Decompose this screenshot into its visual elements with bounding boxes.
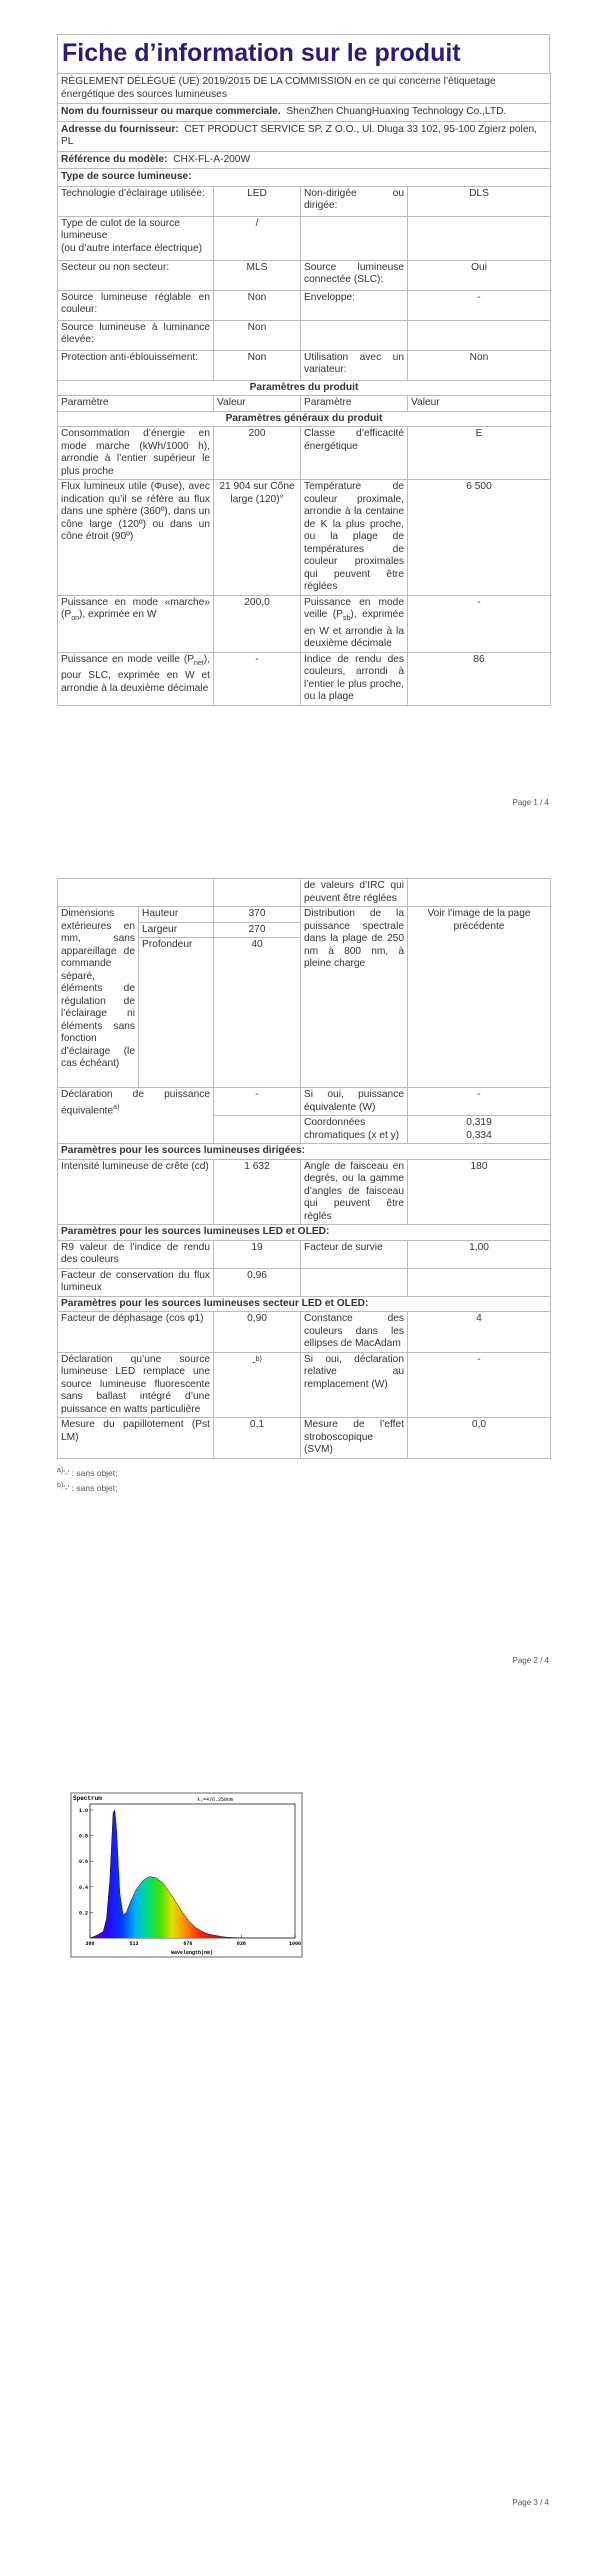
y-tick-label: 0.2 <box>78 1910 88 1917</box>
directed-heading: Paramètres pour les sources lumineuses dirigées: <box>58 1144 551 1160</box>
macadam-label: Constance des couleurs dans les ellipses de MacAdam <box>301 1312 408 1353</box>
param-value: 21 904 sur Cône large (120)° <box>214 480 301 596</box>
x-tick-label: 380 <box>85 1941 95 1947</box>
product-information-sheet-continued <box>57 878 550 1495</box>
supplier-value: ShenZhen ChuangHuaxing Technology Co.,LTD. <box>286 106 507 117</box>
cap-type-line-2: (ou d’autre interface électrique) <box>61 242 203 254</box>
type-label: Secteur ou non secteur: <box>58 260 214 290</box>
col-header-value: Valeur <box>408 396 551 412</box>
param-value: 200 <box>214 427 301 480</box>
param-value: 200,0 <box>214 595 301 652</box>
dim-name: Profondeur <box>139 938 214 1088</box>
type-value: Non <box>214 320 301 350</box>
beam-label: Angle de faisceau en degrés, ou la gamme d’angles de faisceau qui peuvent être réglés <box>301 1159 408 1225</box>
page-footer: Page 3 / 4 <box>512 2498 549 2507</box>
flicker-label: Mesure du papillotement (Pst LM) <box>58 1418 214 1459</box>
type-value: Non <box>214 350 301 380</box>
y-tick-label: 0.8 <box>78 1833 88 1840</box>
x-axis-label: Wavelength(nm) <box>170 1950 214 1956</box>
x-tick-label: 1000 <box>288 1941 302 1947</box>
spectral-value: Voir l’image de la page précédente <box>408 907 551 1088</box>
model-label: Référence du modèle: <box>61 153 168 165</box>
chroma-value: 0,319 0,334 <box>408 1116 551 1144</box>
footnotes <box>57 1464 550 1496</box>
param-label: Indice de rendu des couleurs, arrondi à l’entier le plus proche, ou la plage <box>301 652 408 705</box>
col-header-value: Valeur <box>214 396 301 412</box>
type-label: Non-dirigée ou dirigée: <box>301 186 408 216</box>
dim-name: Hauteur <box>139 907 214 923</box>
x-tick-label: 838 <box>236 1941 246 1947</box>
type-value: / <box>214 216 301 260</box>
footnote-a: $^{a)}$'-' : sans objet; <box>57 1466 118 1478</box>
y-tick-label: 0.6 <box>78 1859 88 1866</box>
model-value: CHX-FL-A-200W <box>173 153 251 165</box>
spectral-label: Distribution de la puissance spectrale dans la plage de 250 nm à 800 nm, à pleine charge <box>301 907 408 1088</box>
product-information-sheet <box>57 34 550 706</box>
info-table-page-2 <box>57 878 551 1459</box>
supplier-row <box>58 104 551 122</box>
phase-label: Facteur de déphasage (cos φ1) <box>58 1312 214 1353</box>
param-label: Flux lumineux utile (Φuse), avec indication qu’il se réfère au flux dans une sphère (360º), dans un cône large (120º) ou dans un cône étroit (90º) <box>58 480 214 596</box>
address-label: Adresse du fournisseur: <box>61 123 179 135</box>
param-label: Température de couleur proximale, arrondie à la centaine de K la plus proche, ou la plage de températures de couleur proximales qui peuvent être réglées <box>301 480 408 596</box>
type-label: Utilisation avec un variateur: <box>301 350 408 380</box>
r9-value: 19 <box>214 1240 301 1268</box>
survival-label: Facteur de survie <box>301 1240 408 1268</box>
replace-decl-label: Si oui, déclaration relative au remplacement (W) <box>301 1352 408 1418</box>
declaration-label: Déclaration de puissance équivalente$^{a)}$ <box>58 1088 214 1144</box>
type-label: Source lumineuse à luminance élevée: <box>58 320 214 350</box>
x-tick-label: 676 <box>183 1941 193 1947</box>
param-value: 6 500 <box>408 480 551 596</box>
general-params-heading: Paramètres généraux du produit <box>58 411 551 427</box>
type-value <box>408 216 551 260</box>
type-value: Non <box>408 350 551 380</box>
strobo-label: Mesure de l’effet stroboscopique (SVM) <box>301 1418 408 1459</box>
page-footer: Page 1 / 4 <box>512 798 549 807</box>
type-value: DLS <box>408 186 551 216</box>
y-tick-label: 1.0 <box>78 1808 88 1814</box>
chart-annotation: λ₀=476.250nm <box>197 1797 234 1803</box>
type-value: Non <box>214 290 301 320</box>
dim-value: 40 <box>214 938 301 1088</box>
supplier-label: Nom du fournisseur ou marque commerciale. <box>61 106 281 117</box>
page-1 <box>0 0 603 830</box>
phase-value: 0,90 <box>214 1312 301 1353</box>
declaration-value: - <box>214 1088 301 1116</box>
type-heading: Type de source lumineuse: <box>58 169 551 187</box>
document-title: Fiche d’information sur le produit <box>57 34 550 73</box>
dim-name: Largeur <box>139 922 214 938</box>
param-label: Classe d’efficacité énergétique <box>301 427 408 480</box>
type-label <box>301 320 408 350</box>
flicker-value: 0,1 <box>214 1418 301 1459</box>
survival-value: 1,00 <box>408 1240 551 1268</box>
type-label: Source lumineuse connectée (SLC): <box>301 260 408 290</box>
page-2 <box>0 830 603 1690</box>
replace-decl-value: - <box>408 1352 551 1418</box>
chart-title: Spectrum <box>73 1795 102 1802</box>
address-value: CET PRODUCT SERVICE SP. Z O.O., Ul. Dluga 33 102, 95-100 Zgierz polen, PL <box>61 123 537 147</box>
macadam-value: 4 <box>408 1312 551 1353</box>
model-row <box>58 151 551 169</box>
cap-type-line-1: Type de culot de la source lumineuse <box>61 217 180 241</box>
dimensions-label: Dimensions extérieures en mm, sans appareillage de commande séparé, éléments de régulation de l’éclairage ni éléments sans fonction d’éclairage (le cas échéant) <box>58 907 139 1088</box>
col-header-param: Paramètre <box>301 396 408 412</box>
address-row <box>58 121 551 151</box>
dim-value: 270 <box>214 922 301 938</box>
strobo-value: 0,0 <box>408 1418 551 1459</box>
param-label: Consommation d’énergie en mode marche (kWh/1000 h), arrondie à l’entier supérieur le plus proche <box>58 427 214 480</box>
cri-continued: de valeurs d’IRC qui peuvent être réglées <box>301 879 408 907</box>
param-value: - <box>408 595 551 652</box>
regulation-text: RÈGLEMENT DÉLÉGUÉ (UE) 2019/2015 DE LA COMMISSION en ce qui concerne l’étiquetage énergétique des sources lumineuses <box>58 74 551 104</box>
param-value: E <box>408 427 551 480</box>
replace-label: Déclaration qu’une source lumineuse LED remplace une source lumineuse fluorescente sans ballast intégré d’une puissance en watts particulière <box>58 1352 214 1418</box>
param-value: - <box>214 652 301 705</box>
page-3 <box>0 1690 603 2560</box>
maintenance-label: Facteur de conservation du flux lumineux <box>58 1268 214 1296</box>
dim-value: 370 <box>214 907 301 923</box>
equiv-value: - <box>408 1088 551 1116</box>
beam-value: 180 <box>408 1159 551 1225</box>
param-label: Puissance en mode veille $(P_{net})$, pour SLC, exprimée en W et arrondie à la deuxième décimale <box>58 652 214 705</box>
type-value: LED <box>214 186 301 216</box>
col-header-param: Paramètre <box>58 396 214 412</box>
peak-label: Intensité lumineuse de crête (cd) <box>58 1159 214 1225</box>
type-label <box>301 216 408 260</box>
param-value: 86 <box>408 652 551 705</box>
type-value: MLS <box>214 260 301 290</box>
product-params-heading: Paramètres du produit <box>58 380 551 396</box>
spectrum-chart <box>70 1792 303 1958</box>
param-label: Puissance en mode «marche» $(P_{on})$, exprimée en W <box>58 595 214 652</box>
footnote-b: $^{b)}$'-' : sans objet; <box>57 1482 118 1494</box>
type-value <box>408 320 551 350</box>
type-value: - <box>408 290 551 320</box>
type-label: Protection anti-éblouissement: <box>58 350 214 380</box>
maintenance-value: 0,96 <box>214 1268 301 1296</box>
chroma-label: Coordonnées chromatiques (x et y) <box>301 1116 408 1144</box>
type-value: Oui <box>408 260 551 290</box>
x-tick-label: 513 <box>129 1941 139 1947</box>
type-label: Enveloppe: <box>301 290 408 320</box>
type-label: Technologie d’éclairage utilisée: <box>58 186 214 216</box>
y-tick-label: 0.4 <box>78 1884 88 1891</box>
r9-label: R9 valeur de l’indice de rendu des couleurs <box>58 1240 214 1268</box>
param-label: Puissance en mode veille $(P_{sb})$, exprimée en W et arrondie à la deuxième décimale <box>301 595 408 652</box>
peak-value: 1 632 <box>214 1159 301 1225</box>
info-table-page-1 <box>57 73 551 706</box>
page-footer: Page 2 / 4 <box>512 1656 549 1665</box>
replace-value: -$^{b)}$ <box>214 1352 301 1418</box>
type-label <box>58 216 214 260</box>
led-heading: Paramètres pour les sources lumineuses LED et OLED: <box>58 1225 551 1241</box>
equiv-label: Si oui, puissance équivalente (W) <box>301 1088 408 1116</box>
type-label: Source lumineuse réglable en couleur: <box>58 290 214 320</box>
mains-heading: Paramètres pour les sources lumineuses secteur LED et OLED: <box>58 1296 551 1312</box>
